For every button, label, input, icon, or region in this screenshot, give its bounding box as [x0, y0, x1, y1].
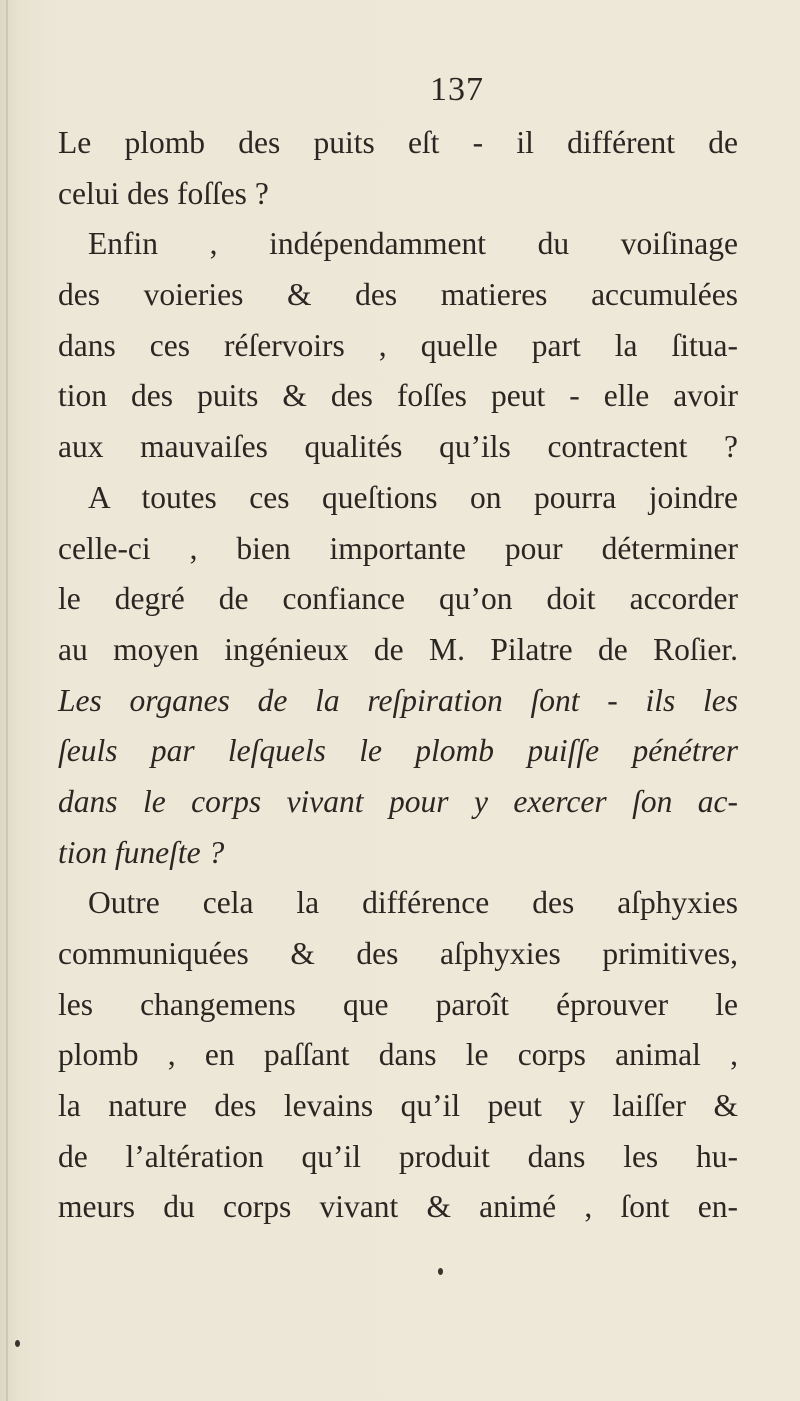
text-line: le degré de confiance qu’on doit accorder — [58, 581, 738, 617]
text-line: communiquées & des aſphyxies primitives, — [58, 936, 738, 971]
ink-spot — [438, 1268, 443, 1275]
text-line: celle-ci , bien importante pour déterminer — [58, 530, 738, 566]
text-line: dans le corps vivant pour y exercer ſon ac- — [58, 783, 738, 819]
text-line: Enfin , indépendamment du voiſinage — [88, 226, 738, 262]
text-line: dans ces réſervoirs , quelle part la ſitua- — [58, 327, 738, 363]
page-number: 137 — [430, 71, 484, 108]
text-line: meurs du corps vivant & animé , ſont en- — [58, 1189, 738, 1225]
text-line: Outre cela la différence des aſphyxies — [88, 885, 738, 921]
page-gutter — [6, 0, 8, 1401]
text-line: les changemens que paroît éprouver le — [58, 986, 738, 1022]
text-line: plomb , en paſſant dans le corps animal , — [58, 1037, 738, 1073]
text-line: tion funeſte ? — [58, 834, 225, 870]
text-line: des voieries & des matieres accumulées — [58, 277, 738, 313]
text-line: celui des foſſes ? — [58, 175, 269, 211]
ink-spot — [15, 1340, 20, 1347]
text-line: la nature des levains qu’il peut y laiſſer & — [58, 1088, 738, 1124]
text-line: A toutes ces queſtions on pourra joindre — [88, 479, 738, 515]
text-line: de l’altération qu’il produit dans les hu- — [58, 1138, 738, 1174]
text-line: au moyen ingénieux de M. Pilatre de Roſier. — [58, 631, 738, 667]
text-line: Le plomb des puits eſt - il différent de — [58, 125, 738, 160]
text-line: ſeuls par leſquels le plomb puiſſe pénétrer — [58, 733, 738, 769]
text-line: aux mauvaiſes qualités qu’ils contractent ? — [58, 429, 738, 465]
text-line: Les organes de la reſpiration ſont - ils les — [58, 682, 738, 718]
body-text — [58, 118, 738, 1233]
text-line: tion des puits & des foſſes peut - elle avoir — [58, 378, 738, 414]
